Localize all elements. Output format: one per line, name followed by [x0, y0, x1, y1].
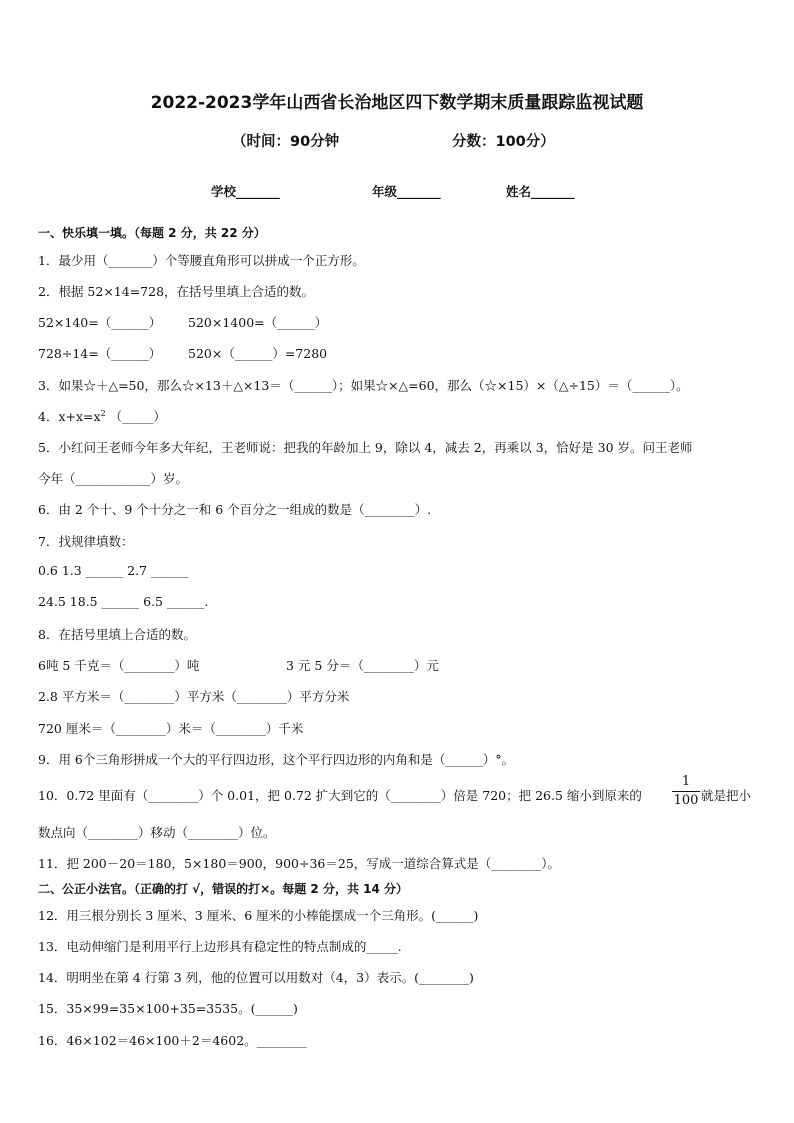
- section-2-heading: 二、公正小法官。（正确的打 √，错误的打×。每题 2 分，共 14 分）: [38, 882, 408, 896]
- question-11: 11．把 200－20＝180，5×180＝900，900÷36＝25，写成一道综合算式是（________）。: [38, 856, 561, 871]
- question-12: 12．用三根分别长 3 厘米、3 厘米、6 厘米的小棒能摆成一个三角形。(______): [38, 908, 479, 923]
- question-2c: 728÷14=（______）: [38, 346, 162, 361]
- question-3: 3．如果☆＋△=50，那么☆×13＋△×13＝（______）；如果☆×△=60，那么（☆×15）×（△÷15）＝（______）。: [38, 378, 689, 393]
- question-7b: 24.5 18.5 ______ 6.5 ______.: [38, 594, 209, 609]
- question-4-exponent: 2: [100, 408, 106, 418]
- fraction-one-hundredth: [672, 773, 700, 810]
- question-1: 1．最少用（_______）个等腰直角形可以拼成一个正方形。: [38, 253, 365, 268]
- question-13: 13．电动伸缩门是利用平行上边形具有稳定性的特点制成的_____.: [38, 939, 402, 954]
- question-8: 8．在括号里填上合适的数。: [38, 627, 196, 642]
- question-5-line-1: 5．小红问王老师今年多大年纪，王老师说：把我的年龄加上 9，除以 4，减去 2，再乘以 3，恰好是 30 岁。问王老师: [38, 440, 693, 455]
- question-2b: 520×1400=（______）: [188, 315, 328, 330]
- question-4: [38, 407, 166, 425]
- question-8a: 6吨 5 千克＝（________）吨: [38, 658, 200, 673]
- question-2d: 520×（______）=7280: [188, 346, 328, 361]
- section-1-heading: 一、快乐填一填。（每题 2 分，共 22 分）: [38, 226, 266, 240]
- question-9: 9．用 6个三角形拼成一个大的平行四边形，这个平行四边形的内角和是（______）°。: [38, 752, 515, 767]
- question-7: 7．找规律填数：: [38, 534, 134, 549]
- question-6: 6．由 2 个十、9 个十分之一和 6 个百分之一组成的数是（________）.: [38, 502, 432, 517]
- question-10-line-1: 10．0.72 里面有（________）个 0.01，把 0.72 扩大到它的（________）倍是 720；把 26.5 缩小到原来的: [38, 788, 642, 803]
- question-14: 14．明明坐在第 4 行第 3 列，他的位置可以用数对（4，3）表示。(________): [38, 970, 474, 985]
- question-15: 15．35×99=35×100+35=3535。(______): [38, 1001, 298, 1016]
- question-2a: 52×140=（______）: [38, 315, 162, 330]
- exam-time: （时间：90分钟: [232, 134, 340, 150]
- fraction-numerator: 1: [672, 773, 700, 792]
- school-field: 学校_______: [211, 184, 280, 199]
- question-4-text: 4．x+x=x: [38, 409, 101, 424]
- question-4-blank: （_____）: [105, 409, 166, 424]
- question-2: 2．根据 52×14=728，在括号里填上合适的数。: [38, 284, 315, 299]
- question-10-line-2: 数点向（________）移动（________）位。: [38, 825, 276, 840]
- fraction-denominator: 100: [673, 793, 699, 808]
- question-5-line-2: 今年（____________）岁。: [38, 471, 189, 486]
- grade-field: 年级_______: [372, 184, 441, 199]
- question-16: 16．46×102＝46×100＋2＝4602。________: [38, 1033, 307, 1048]
- question-8d: 720 厘米＝（________）米＝（________）千米: [38, 721, 304, 736]
- question-7a: 0.6 1.3 ______ 2.7 ______: [38, 563, 189, 578]
- question-8c: 2.8 平方米＝（________）平方米（________）平方分米: [38, 689, 350, 704]
- exam-score: 分数：100分）: [452, 134, 555, 150]
- name-field: 姓名_______: [506, 184, 575, 199]
- question-10-line-1-end: 就是把小: [701, 788, 752, 803]
- exam-title: 2022-2023学年山西省长治地区四下数学期末质量跟踪监视试题: [150, 93, 644, 113]
- question-8b: 3 元 5 分＝（________）元: [286, 658, 439, 673]
